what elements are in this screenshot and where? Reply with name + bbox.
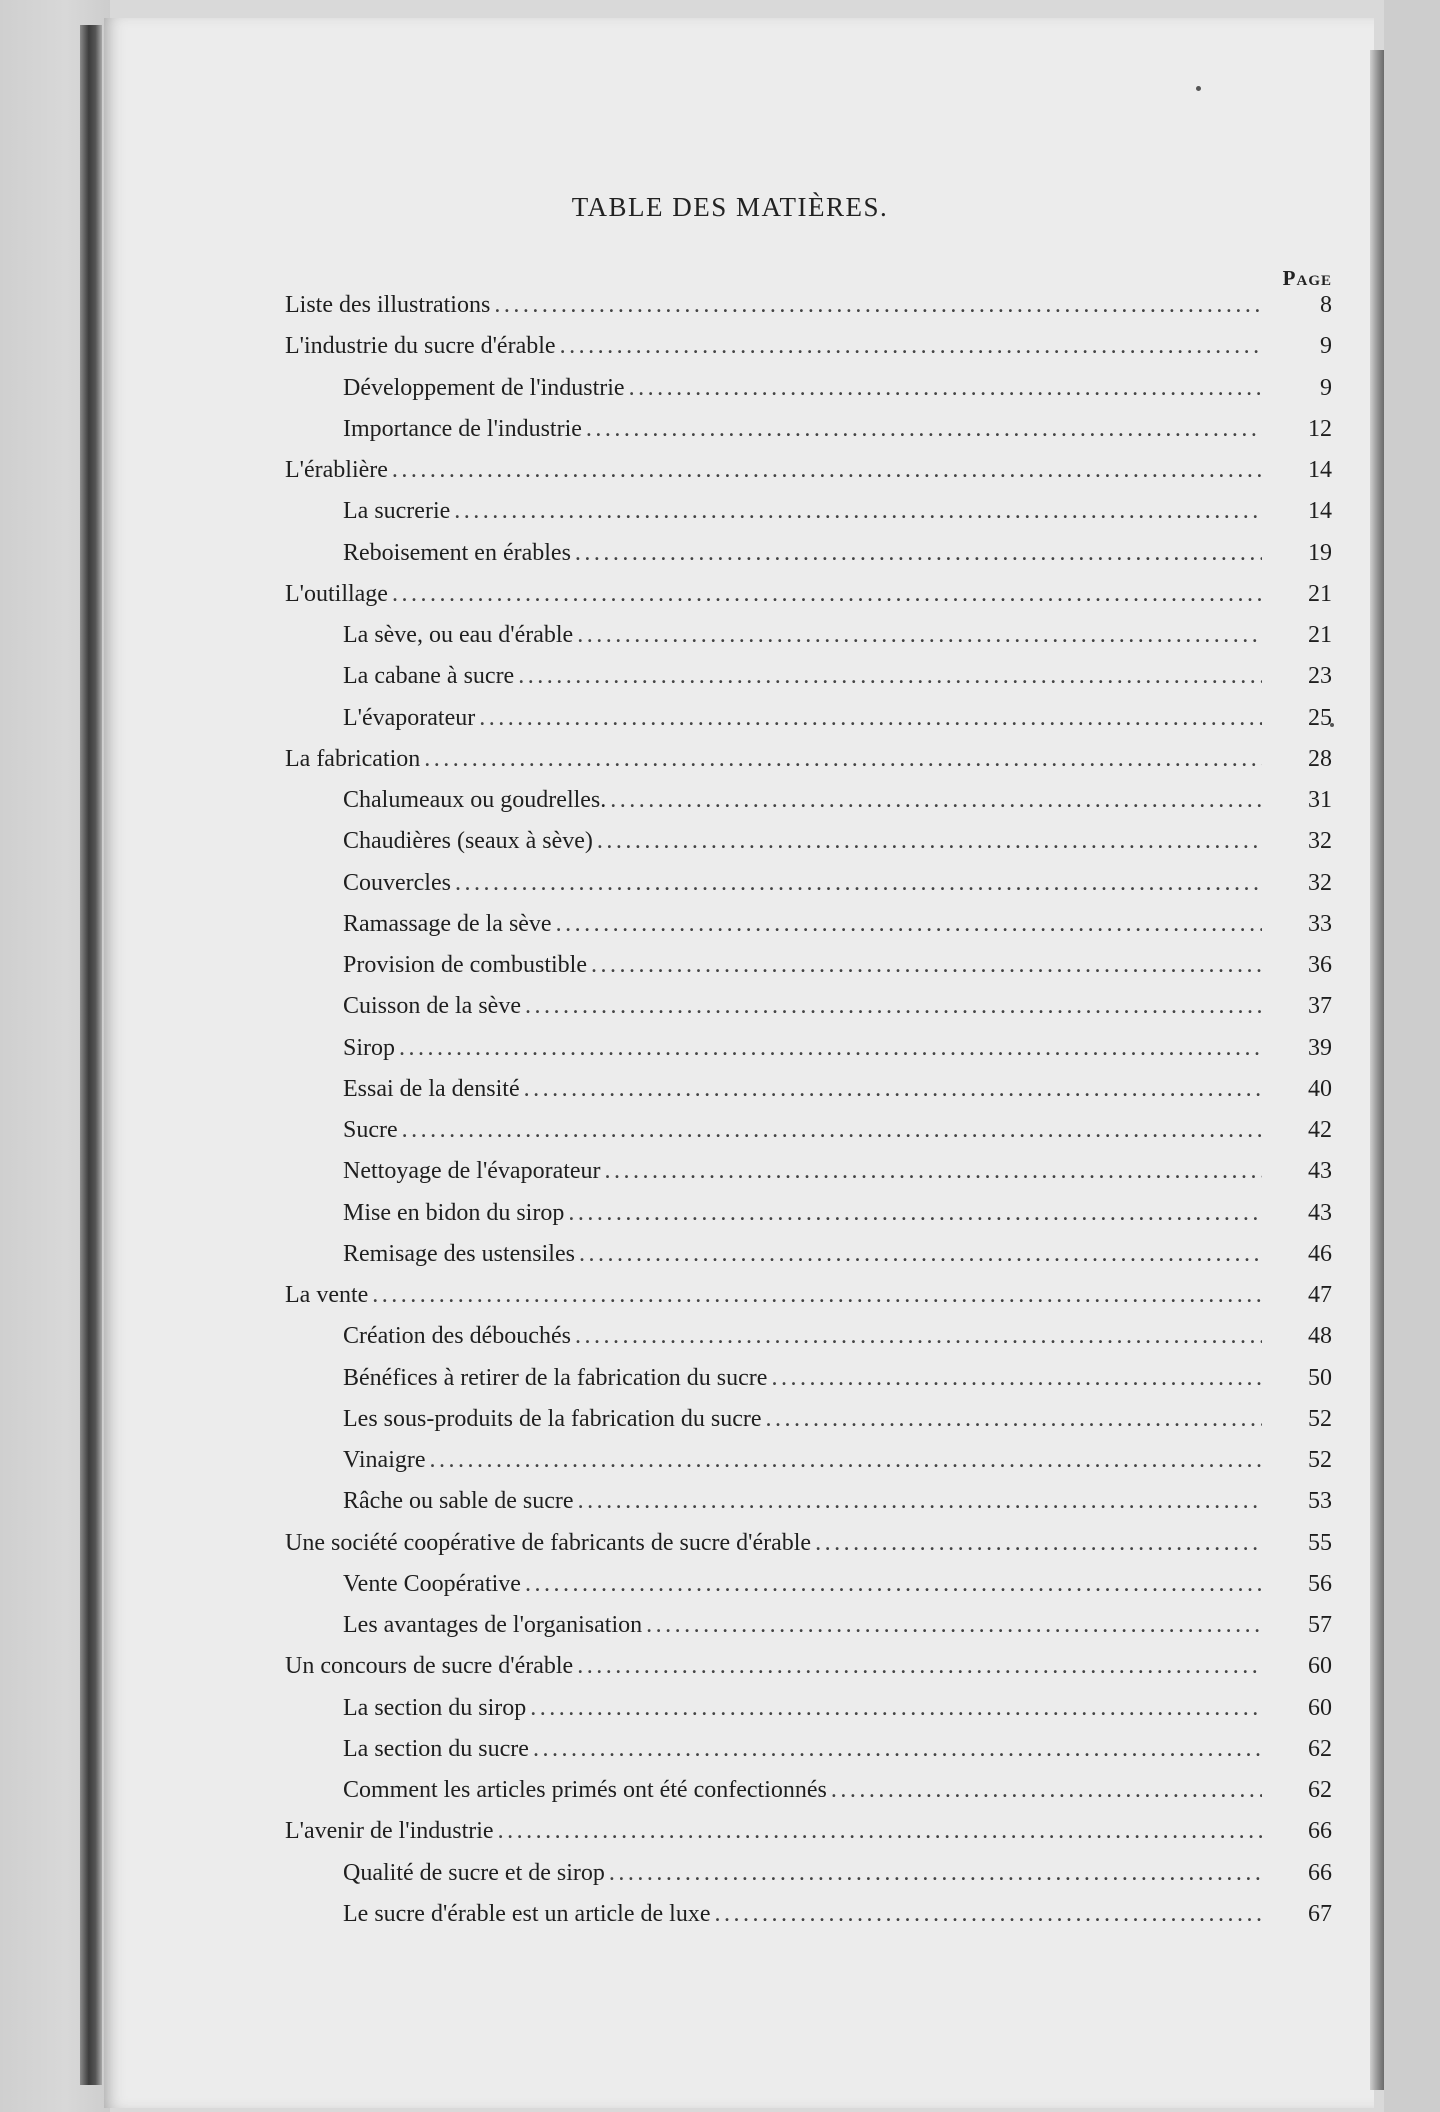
dot-leader [498,1818,1262,1845]
dot-leader [392,581,1262,608]
toc-entry[interactable] [343,787,1332,827]
toc-entry-page-number: 60 [1308,1694,1332,1721]
toc-entry-label: L'industrie du sucre d'érable [285,333,556,360]
toc-entry-page-number: 48 [1308,1323,1332,1350]
toc-entry-label: Nettoyage de l'évaporateur [343,1158,601,1185]
toc-entry-label: L'évaporateur [343,704,476,731]
toc-entry-page-number: 39 [1308,1034,1332,1061]
toc-entry-label: La vente [285,1282,369,1308]
page-edge [1370,50,1384,2090]
toc-entry-page-number: 31 [1308,787,1332,813]
dot-leader [578,1488,1262,1515]
toc-entry-page-number: 47 [1308,1282,1332,1308]
toc-entry-label: Un concours de sucre d'érable [285,1653,574,1680]
toc-entry[interactable] [343,1035,1332,1075]
toc-entry-label: Râche ou sable de sucre [343,1488,574,1515]
dot-leader [402,1117,1262,1144]
dot-leader [577,1653,1262,1680]
toc-entry-page-number: 25 [1308,704,1332,731]
toc-entry[interactable] [343,993,1332,1033]
toc-entry[interactable] [343,828,1332,868]
toc-entry-page-number: 55 [1308,1529,1332,1556]
toc-entry-label: L'avenir de l'industrie [285,1818,494,1845]
toc-entry-label: Sirop [343,1034,396,1061]
toc-entry-label: La section du sucre [343,1735,529,1762]
toc-entry-page-number: 19 [1308,539,1332,566]
dot-leader [591,952,1262,979]
toc-entry-label: Vente Coopérative [343,1570,521,1597]
dot-leader [586,416,1262,443]
dot-leader [831,1777,1262,1804]
toc-entry[interactable] [343,1117,1332,1157]
dot-leader [494,292,1262,319]
toc-entry-page-number: 57 [1308,1612,1332,1638]
dot-leader [579,1241,1262,1268]
dot-leader [454,498,1262,525]
dot-leader [646,1612,1262,1639]
toc-entry-label: Bénéfices à retirer de la fabrication du sucre [343,1364,768,1391]
toc-entry[interactable] [343,375,1332,415]
toc-entry[interactable] [285,1282,1332,1322]
toc-entry-page-number: 36 [1308,952,1332,978]
dot-leader [518,663,1262,690]
toc-entry[interactable] [285,1653,1332,1693]
toc-entry-label: Reboisement en érables [343,539,571,566]
toc-entry-label: La sève, ou eau d'érable [343,622,574,648]
toc-entry[interactable] [343,952,1332,992]
toc-entry-label: Le sucre d'érable est un article de luxe [343,1900,711,1927]
toc-entry[interactable] [285,333,1332,373]
toc-entry-page-number: 28 [1308,745,1332,772]
toc-entry[interactable] [285,1818,1332,1858]
toc-entry-label: Couvercles [343,869,451,896]
toc-entry-page-number: 9 [1320,374,1332,401]
toc-entry-page-number: 14 [1308,498,1332,525]
toc-entry-label: La cabane à sucre [343,663,515,690]
toc-entry-page-number: 40 [1308,1075,1332,1102]
toc-entry-label: Vinaigre [343,1447,426,1473]
toc-entry[interactable] [285,1530,1332,1570]
toc-entry-label: Provision de combustible [343,952,587,978]
dot-leader [556,911,1262,938]
dot-leader [424,746,1262,773]
toc-entry[interactable] [343,1736,1332,1776]
toc-entry-label: La sucrerie [343,498,451,525]
toc-entry[interactable] [343,1488,1332,1528]
toc-entry-label: La fabrication [285,745,421,772]
scan-background-right [1384,0,1440,2112]
toc-entry[interactable] [343,498,1332,538]
toc-entry-page-number: 66 [1308,1859,1332,1886]
dot-leader [560,333,1262,360]
toc-entry[interactable] [343,1447,1332,1487]
toc-entry-label: Liste des illustrations [285,292,491,318]
toc-entry-label: Les avantages de l'organisation [343,1612,643,1638]
toc-entry[interactable] [343,1241,1332,1281]
toc-entry[interactable] [343,1571,1332,1611]
toc-entry-label: Importance de l'industrie [343,415,582,442]
toc-entry-page-number: 9 [1320,333,1332,360]
dot-leader [524,1076,1262,1103]
toc-entry-page-number: 56 [1308,1570,1332,1597]
dot-leader [714,1901,1262,1928]
toc-entry[interactable] [343,416,1332,456]
toc-entry[interactable] [343,1695,1332,1735]
toc-entry-label: Chaudières (seaux à sève) [343,828,593,855]
dot-leader [629,375,1262,402]
scan-speck [1196,86,1201,91]
toc-entry-page-number: 37 [1308,993,1332,1020]
toc-entry-page-number: 62 [1308,1735,1332,1762]
toc-entry-label: Remisage des ustensiles [343,1240,575,1267]
toc-entry-label: Création des débouchés [343,1323,571,1350]
toc-entry-label: Les sous-produits de la fabrication du sucre [343,1405,762,1432]
toc-entry[interactable] [343,1777,1332,1817]
toc-entry-page-number: 21 [1308,622,1332,648]
toc-entry-page-number: 32 [1308,828,1332,855]
toc-entry[interactable] [343,870,1332,910]
toc-entry-page-number: 62 [1308,1777,1332,1803]
toc-entry-page-number: 52 [1308,1405,1332,1432]
toc-entry[interactable] [343,1612,1332,1652]
dot-leader [525,993,1262,1020]
toc-entry[interactable] [343,540,1332,580]
toc-entry-page-number: 66 [1308,1818,1332,1845]
toc-entry[interactable] [343,1200,1332,1240]
dot-leader [815,1530,1262,1557]
toc-entry[interactable] [343,911,1332,951]
toc-entry-label: Comment les articles primés ont été confectionnés [343,1777,827,1803]
toc-entry-label: La section du sirop [343,1694,527,1721]
dot-leader [610,787,1262,814]
toc-entry-page-number: 60 [1308,1653,1332,1680]
dot-leader [533,1736,1262,1763]
toc-entry-label: Développement de l'industrie [343,374,625,401]
toc-entry[interactable] [343,1158,1332,1198]
toc-entry-page-number: 21 [1308,580,1332,607]
toc-entry-label: Ramassage de la sève [343,910,552,937]
dot-leader [399,1035,1262,1062]
toc-entry-label: L'outillage [285,580,388,607]
toc-entry-label: Cuisson de la sève [343,993,521,1020]
dot-leader [575,1323,1262,1350]
dot-leader [609,1860,1262,1887]
dot-leader [455,870,1262,897]
dot-leader [766,1406,1262,1433]
toc-entry[interactable] [343,1365,1332,1405]
toc-entry-label: Sucre [343,1117,398,1143]
toc-entry-page-number: 50 [1308,1364,1332,1391]
toc-entry-label: Mise en bidon du sirop [343,1199,565,1226]
dot-leader [577,622,1262,649]
toc-entry-page-number: 53 [1308,1488,1332,1515]
toc-entry[interactable] [285,457,1332,497]
toc-entry[interactable] [343,705,1332,745]
page-column-header: Page [1282,266,1332,290]
dot-leader [392,457,1262,484]
dot-leader [430,1447,1262,1474]
dot-leader [568,1200,1262,1227]
toc-entry[interactable] [343,1076,1332,1116]
toc-entry[interactable] [343,622,1332,662]
toc-entry-page-number: 14 [1308,457,1332,483]
toc-entry-page-number: 46 [1308,1240,1332,1267]
page-title: TABLE DES MATIÈRES. [571,192,889,222]
dot-leader [605,1158,1262,1185]
toc-entry-page-number: 43 [1308,1158,1332,1185]
toc-entry-label: L'érablière [285,457,388,483]
dot-leader [530,1695,1262,1722]
toc-entry-label: Une société coopérative de fabricants de sucre d'érable [285,1529,812,1556]
toc-entry-page-number: 8 [1320,292,1332,318]
toc-entry-label: Qualité de sucre et de sirop [343,1859,605,1886]
toc-entry-page-number: 43 [1308,1199,1332,1226]
toc-entry-page-number: 67 [1308,1900,1332,1927]
dot-leader [372,1282,1262,1309]
toc-entry[interactable] [343,1901,1332,1941]
toc-entry[interactable] [343,1406,1332,1446]
dot-leader [597,828,1262,855]
toc-entry[interactable] [343,663,1332,703]
dot-leader [771,1365,1262,1392]
toc-entry-page-number: 42 [1308,1117,1332,1143]
toc-entry[interactable] [285,581,1332,621]
book-spine [80,25,102,2085]
toc-entry[interactable] [285,292,1332,332]
toc-entry-page-number: 33 [1308,910,1332,937]
dot-leader [525,1571,1262,1598]
toc-entry-page-number: 52 [1308,1447,1332,1473]
toc-entry[interactable] [343,1860,1332,1900]
toc-entry-page-number: 32 [1308,869,1332,896]
toc-entry-label: Chalumeaux ou goudrelles. [343,787,607,813]
toc-entry[interactable] [343,1323,1332,1363]
dot-leader [575,540,1262,567]
toc-entry[interactable] [285,746,1332,786]
toc-entry-page-number: 23 [1308,663,1332,690]
toc-entry-page-number: 12 [1308,415,1332,442]
toc-entry-label: Essai de la densité [343,1075,520,1102]
dot-leader [479,705,1262,732]
